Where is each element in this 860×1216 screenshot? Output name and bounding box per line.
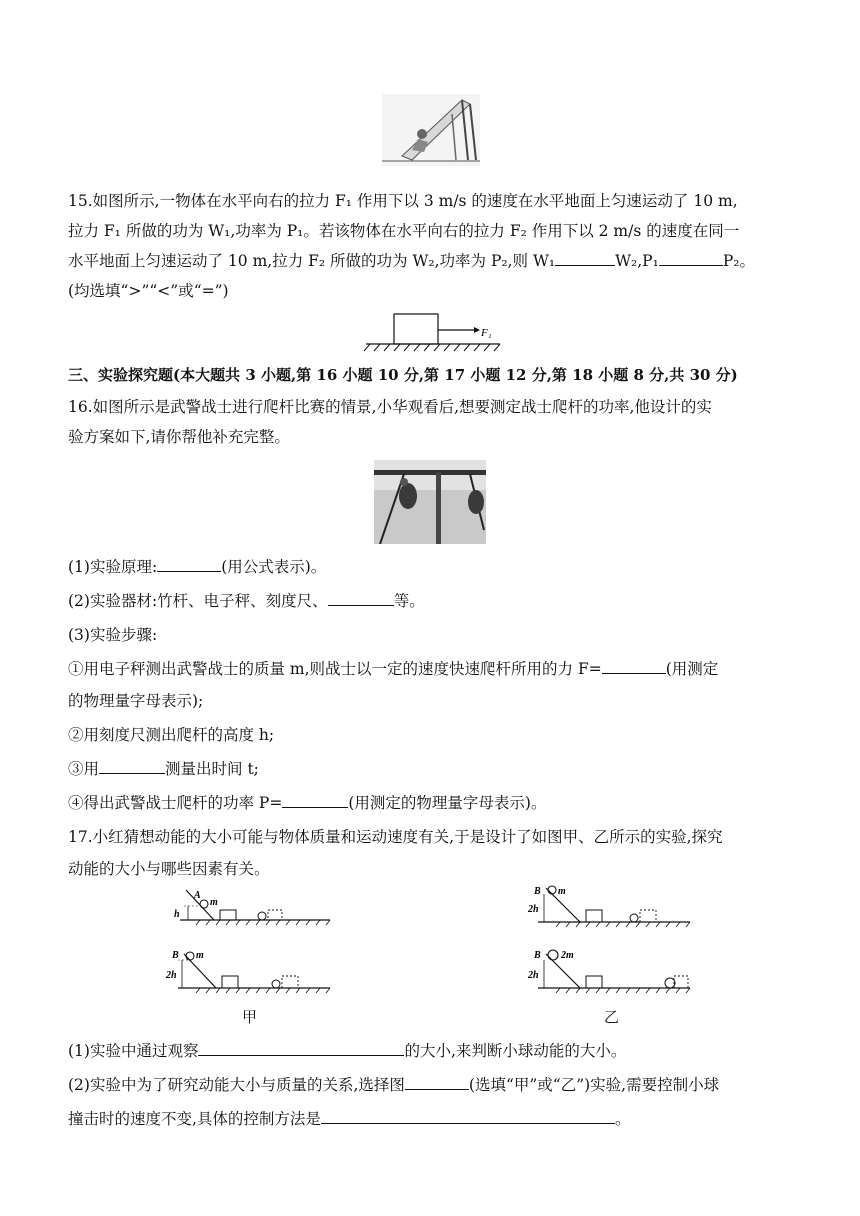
q17-p2-a: (2)实验中为了研究动能大小与质量的关系,选择图 [68,1076,405,1094]
answer-blank-figure[interactable] [405,1075,469,1090]
q16-s1 [68,658,793,680]
q16-s1-cont: 的物理量字母表示); [68,692,204,710]
q16-s4-a: ④得出武警战士爬杆的功率 P= [68,794,283,812]
q17-p2-b: (选填“甲”或“乙”)实验,需要控制小球 [468,1076,720,1094]
q16-p1-b: (用公式表示)。 [221,558,327,576]
q16-s1-a: ①用电子秤测出武警战士的质量 m,则战士以一定的速度快速爬杆所用的力 F= [68,660,602,678]
q15-line3-a: 水平地面上匀速运动了 10 m,拉力 F₂ 所做的功为 W₂,功率为 P₂,则 W₁ [68,252,556,270]
q16-s3 [68,758,793,780]
pole-climbing-photo [374,460,486,544]
label-h: h [174,909,180,920]
q16-p2 [68,590,793,612]
q16-p2-a: (2)实验器材:竹杆、电子秤、刻度尺、 [68,592,328,610]
answer-blank-equipment[interactable] [328,591,394,606]
q17-line1: 17.小红猜想动能的大小可能与物体质量和运动速度有关,于是设计了如图甲、乙所示的实验,探究 [68,828,723,846]
q15-line4: (均选填“>”“<”或“=”) [68,282,229,300]
q16-p3: (3)实验步骤: [68,626,158,644]
figure-jia [160,884,340,1002]
label-2h-jia: 2h [166,970,177,981]
answer-blank-power[interactable] [282,793,348,808]
caption-yi: 乙 [604,1008,620,1026]
q15-line2: 拉力 F₁ 所做的功为 W₁,功率为 P₁。若该物体在水平向右的拉力 F₂ 作用下以 2 m/s 的速度在同一 [68,222,740,240]
q17-p1 [68,1040,793,1062]
q15-line3-c: P₂。 [722,252,755,270]
figure-yi [520,884,700,1002]
q16-p1-a: (1)实验原理: [68,558,158,576]
answer-blank-method[interactable] [321,1109,615,1124]
q17-p1-b: 的大小,来判断小球动能的大小。 [404,1042,627,1060]
q17-p1-a: (1)实验中通过观察 [68,1042,199,1060]
answer-blank-w[interactable] [555,251,615,266]
block-force-diagram [362,310,504,354]
q17-p2 [68,1074,793,1096]
q16-s3-b: 测量出时间 t; [165,760,259,778]
label-b-yi-bottom: B [534,950,541,961]
label-b-yi-top: B [534,886,541,897]
answer-blank-p[interactable] [659,251,723,266]
q16-line2: 验方案如下,请你帮他补充完整。 [68,428,290,446]
label-2m-yi: 2m [561,950,574,961]
q16-s4-b: (用测定的物理量字母表示)。 [348,794,547,812]
label-m-top: m [210,897,218,908]
q15-line3-b: W₂,P₁ [615,252,659,270]
caption-jia: 甲 [242,1008,258,1026]
q15-line3 [68,250,793,272]
q16-line1: 16.如图所示是武警战士进行爬杆比赛的情景,小华观看后,想要测定战士爬杆的功率,他设计的实 [68,398,712,416]
label-2h-yi-bottom: 2h [528,970,539,981]
q17-p2-c: 撞击时的速度不变,具体的控制方法是 [68,1110,321,1128]
answer-blank-timer[interactable] [99,759,165,774]
q16-s4 [68,792,793,814]
slide-illustration [382,94,480,166]
label-m-yi: m [558,886,566,897]
q16-s3-a: ③用 [68,760,100,778]
label-m-jia: m [196,950,204,961]
force-label: F₁ [481,327,492,339]
answer-blank-force[interactable] [602,659,666,674]
answer-blank-observe[interactable] [198,1041,404,1056]
q17-p2-d: 。 [614,1110,631,1128]
q16-p2-b: 等。 [393,592,425,610]
q16-s2: ②用刻度尺测出爬杆的高度 h; [68,726,275,744]
answer-blank-principle[interactable] [157,557,221,572]
label-b-jia: B [172,950,179,961]
q16-s1-b: (用测定 [665,660,719,678]
q17-p2-cont [68,1108,793,1130]
q15-line1: 15.如图所示,一物体在水平向右的拉力 F₁ 作用下以 3 m/s 的速度在水平地面上匀速运动了 10 m, [68,192,738,210]
label-a: A [194,890,201,901]
label-2h-yi-top: 2h [528,904,539,915]
q16-p1 [68,556,793,578]
q17-line2: 动能的大小与哪些因素有关。 [68,860,270,878]
section-heading: 三、实验探究题(本大题共 3 小题,第 16 小题 10 分,第 17 小题 12 分,第 18 小题 8 分,共 30 分) [68,366,738,384]
